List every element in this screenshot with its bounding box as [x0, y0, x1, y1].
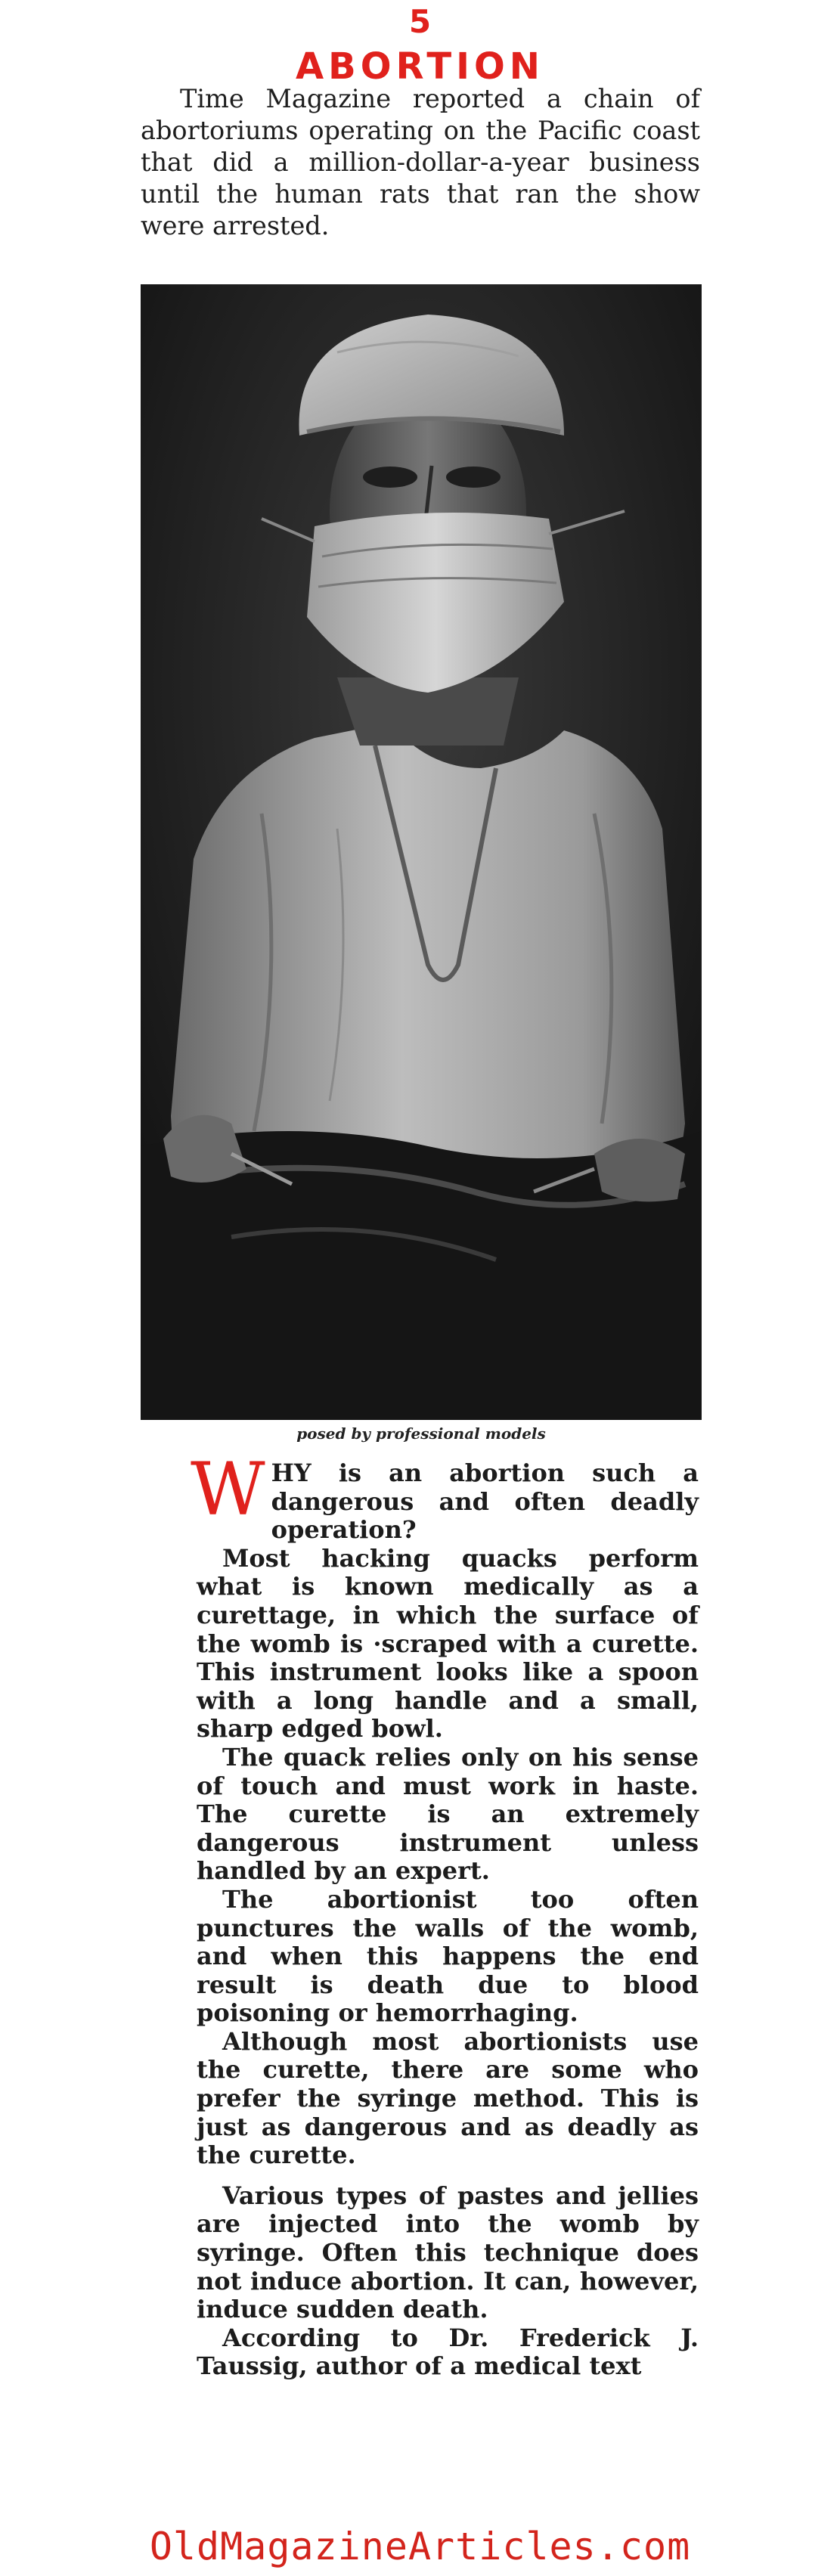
article-paragraph: The quack relies only on his sense of touch and must work in haste. The curette is an extremely dangerous instrument unless handled by an expert. [197, 1742, 699, 1886]
article-paragraph: Although most abortionists use the curette, there are some who prefer the syringe method. This is just as dangerous and as deadly as the curette. [197, 2026, 699, 2170]
article-body [191, 1447, 699, 2381]
intro-paragraph: Time Magazine reported a chain of abortoriums operating on the Pacific coast that did a million-dollar-a-year business until the human rats that ran the show were arrested. [141, 84, 700, 240]
site-watermark: OldMagazineArticles.com [149, 2525, 691, 2568]
article-paragraph: According to Dr. Frederick J. Taussig, author of a medical text [197, 2323, 699, 2381]
article-paragraph-text: HY is an abortion such a dangerous and often deadly operation? [271, 1458, 699, 1545]
drop-cap: W [191, 1447, 265, 1532]
article-paragraph: Most hacking quacks perform what is known medically as a curettage, in which the surface of the womb is ·scraped with a curette. This instrument looks like a spoon with a long handle and a small, sharp edged bowl. [197, 1543, 699, 1744]
article-paragraph: Various types of pastes and jellies are injected into the womb by syringe. Often this technique does not induce abortion. It can, however, induce sudden death. [197, 2181, 699, 2324]
page-number: 5 [408, 3, 432, 40]
photo-caption: posed by professional models [296, 1424, 546, 1443]
article-paragraph [191, 1447, 699, 1545]
section-title: ABORTION [296, 45, 544, 88]
article-paragraph: The abortionist too often punctures the walls of the womb, and when this happens the end result is death due to blood poisoning or hemorrhaging. [197, 1884, 699, 2028]
surgeon-photo [141, 284, 702, 1420]
